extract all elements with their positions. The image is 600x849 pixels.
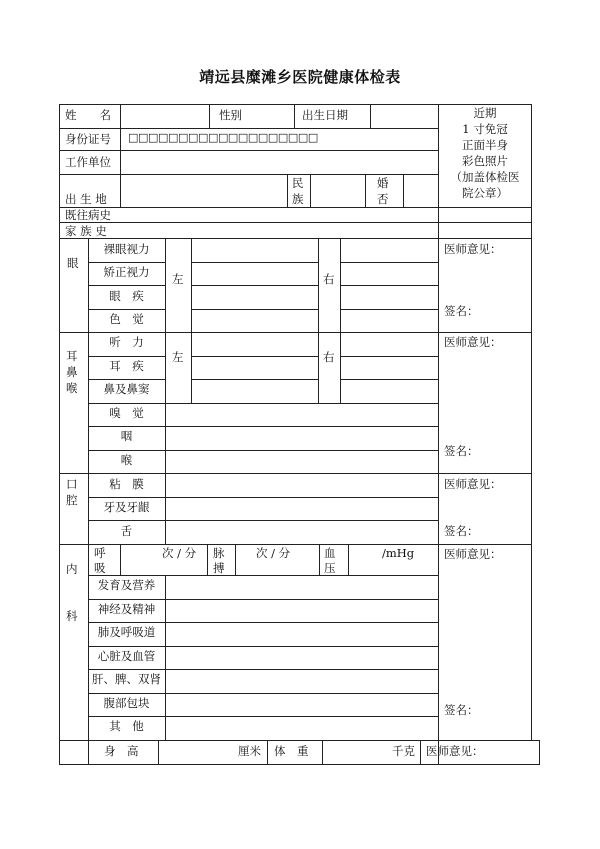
pulse-unit: 次 / 分 — [256, 546, 291, 560]
h-line — [340, 285, 439, 286]
h-line — [191, 285, 318, 286]
v-line — [318, 238, 319, 332]
v-line — [322, 740, 323, 765]
v-line — [209, 104, 210, 128]
ethnicity-label-1: 民 — [292, 176, 304, 190]
h-line — [191, 262, 318, 263]
marriage-label-1: 婚 — [377, 176, 389, 190]
v-line — [310, 174, 311, 207]
v-line — [318, 332, 319, 403]
v-line — [120, 104, 121, 207]
h-line — [88, 285, 165, 286]
gender-label: 性别 — [219, 108, 242, 122]
pulse-label-1: 脉 — [213, 546, 225, 560]
doctor-opinion-label: 医师意见： — [426, 744, 484, 758]
photo-note-line: 院公章） — [462, 186, 508, 200]
h-line — [88, 403, 439, 404]
v-line — [370, 104, 371, 128]
v-line — [365, 174, 366, 207]
ethnicity-label-2: 族 — [292, 192, 304, 206]
heart-label: 心脏及血管 — [97, 649, 156, 663]
v-line — [340, 332, 341, 403]
internal-section-label: 内 — [66, 562, 78, 576]
blood-pressure-label-1: 血 — [324, 546, 336, 560]
h-line — [59, 128, 439, 129]
mouth-section-label: 口 — [66, 477, 78, 491]
doctor-opinion-label: 医师意见： — [444, 477, 502, 491]
liver-label: 肝、脾、双肾 — [92, 672, 161, 686]
v-line — [403, 174, 404, 207]
h-line — [191, 356, 318, 357]
smell-label: 嗅 觉 — [109, 406, 144, 420]
v-line — [235, 544, 236, 575]
h-line — [88, 646, 439, 647]
h-line — [88, 520, 439, 521]
medical-history-label: 既往病史 — [65, 208, 111, 222]
work-unit-label: 工作单位 — [65, 155, 111, 169]
breath-label-2: 吸 — [94, 561, 106, 575]
eye-right-label: 右 — [323, 272, 335, 286]
h-line — [59, 473, 532, 474]
ent-section-label: 喉 — [66, 381, 78, 395]
abdomen-label: 腹部包块 — [103, 696, 150, 710]
h-line — [88, 450, 439, 451]
photo-note-line: （加盖体检医 — [450, 170, 520, 184]
h-line — [88, 622, 439, 623]
h-line — [340, 309, 439, 310]
marriage-label-2: 否 — [377, 192, 389, 206]
signature-label: 签名： — [444, 444, 479, 458]
h-line — [88, 669, 439, 670]
h-line — [59, 150, 439, 151]
id-number-boxes: □□□□□□□□□□□□□□□□□□□ — [128, 131, 318, 144]
corrected-vision-label: 矫正视力 — [103, 265, 150, 279]
height-unit: 厘米 — [238, 744, 261, 758]
v-line — [165, 575, 166, 740]
v-line — [539, 740, 540, 765]
mucosa-label: 粘 膜 — [109, 477, 144, 491]
weight-unit: 千克 — [392, 744, 415, 758]
ent-section-label: 鼻 — [66, 365, 78, 379]
h-line — [340, 356, 439, 357]
signature-label: 签名： — [444, 703, 479, 717]
color-sense-label: 色 觉 — [109, 312, 144, 326]
v-line — [158, 740, 159, 765]
v-line — [319, 544, 320, 575]
ent-section-label: 耳 — [66, 349, 78, 363]
h-line — [88, 693, 439, 694]
h-line — [88, 356, 165, 357]
page-title: 靖远县糜滩乡医院健康体检表 — [199, 68, 401, 86]
h-line — [88, 716, 439, 717]
photo-note-line: 正面半身 — [462, 138, 508, 152]
v-line — [191, 238, 192, 332]
signature-label: 签名： — [444, 304, 479, 318]
v-line — [531, 104, 532, 740]
v-line — [267, 740, 268, 765]
v-line — [348, 544, 349, 575]
h-line — [88, 426, 439, 427]
eye-left-label: 左 — [172, 272, 184, 286]
h-line — [59, 222, 532, 223]
birth-date-label: 出生日期 — [302, 108, 348, 122]
v-line — [420, 740, 421, 765]
lung-label: 肺及呼吸道 — [97, 625, 156, 639]
birthplace-label: 出 生 地 — [65, 192, 107, 206]
h-line — [88, 599, 439, 600]
naked-vision-label: 裸眼视力 — [103, 242, 150, 256]
h-line — [88, 379, 165, 380]
teeth-gums-label: 牙及牙龈 — [103, 500, 150, 514]
doctor-opinion-label: 医师意见： — [444, 335, 502, 349]
h-line — [59, 174, 439, 175]
h-line — [88, 497, 439, 498]
h-line — [191, 309, 318, 310]
v-line — [59, 104, 60, 765]
ear-disease-label: 耳 疾 — [109, 359, 144, 373]
v-line — [191, 332, 192, 403]
family-history-label: 家 族 史 — [65, 224, 107, 238]
h-line — [59, 104, 532, 105]
internal-section-label: 科 — [66, 609, 78, 623]
h-line — [88, 309, 165, 310]
hearing-label: 听 力 — [109, 335, 144, 349]
v-line — [340, 238, 341, 332]
nerve-label: 神经及精神 — [97, 602, 156, 616]
breath-unit: 次 / 分 — [162, 546, 197, 560]
development-label: 发育及营养 — [97, 578, 156, 592]
v-line — [294, 104, 295, 128]
mouth-section-label: 腔 — [66, 493, 78, 507]
h-line — [59, 544, 532, 545]
h-line — [340, 262, 439, 263]
larynx-label: 喉 — [120, 453, 133, 467]
h-line — [59, 764, 540, 765]
blood-pressure-unit: /mHg — [382, 546, 415, 560]
height-label: 身 高 — [104, 744, 139, 758]
h-line — [59, 238, 532, 239]
breath-label-1: 呼 — [94, 546, 106, 560]
pharynx-label: 咽 — [120, 429, 133, 443]
nose-sinus-label: 鼻及鼻窦 — [103, 382, 150, 396]
photo-note-line: 近期 — [473, 106, 497, 120]
h-line — [59, 207, 532, 208]
v-line — [287, 174, 288, 207]
id-number-label: 身份证号 — [65, 132, 111, 146]
h-line — [59, 332, 532, 333]
other-label: 其 他 — [109, 719, 144, 733]
photo-note-line: 1 寸免冠 — [462, 122, 508, 136]
pulse-label-2: 搏 — [213, 561, 225, 575]
ent-left-label: 左 — [172, 350, 184, 364]
ent-right-label: 右 — [323, 350, 335, 364]
name-label: 姓 名 — [65, 108, 111, 122]
photo-note-line: 彩色照片 — [462, 154, 508, 168]
weight-label: 体 重 — [274, 744, 309, 758]
blood-pressure-label-2: 压 — [324, 561, 336, 575]
signature-label: 签名： — [444, 524, 479, 538]
eye-section-label: 眼 — [67, 256, 79, 270]
h-line — [340, 379, 439, 380]
v-line — [165, 238, 166, 544]
doctor-opinion-label: 医师意见： — [444, 547, 502, 561]
v-line — [120, 544, 121, 575]
h-line — [191, 379, 318, 380]
h-line — [88, 575, 439, 576]
h-line — [88, 262, 165, 263]
v-line — [438, 104, 439, 765]
doctor-opinion-label: 医师意见： — [444, 242, 502, 256]
h-line — [59, 740, 540, 741]
eye-disease-label: 眼 疾 — [109, 289, 144, 303]
tongue-label: 舌 — [120, 524, 133, 538]
v-line — [207, 544, 208, 575]
